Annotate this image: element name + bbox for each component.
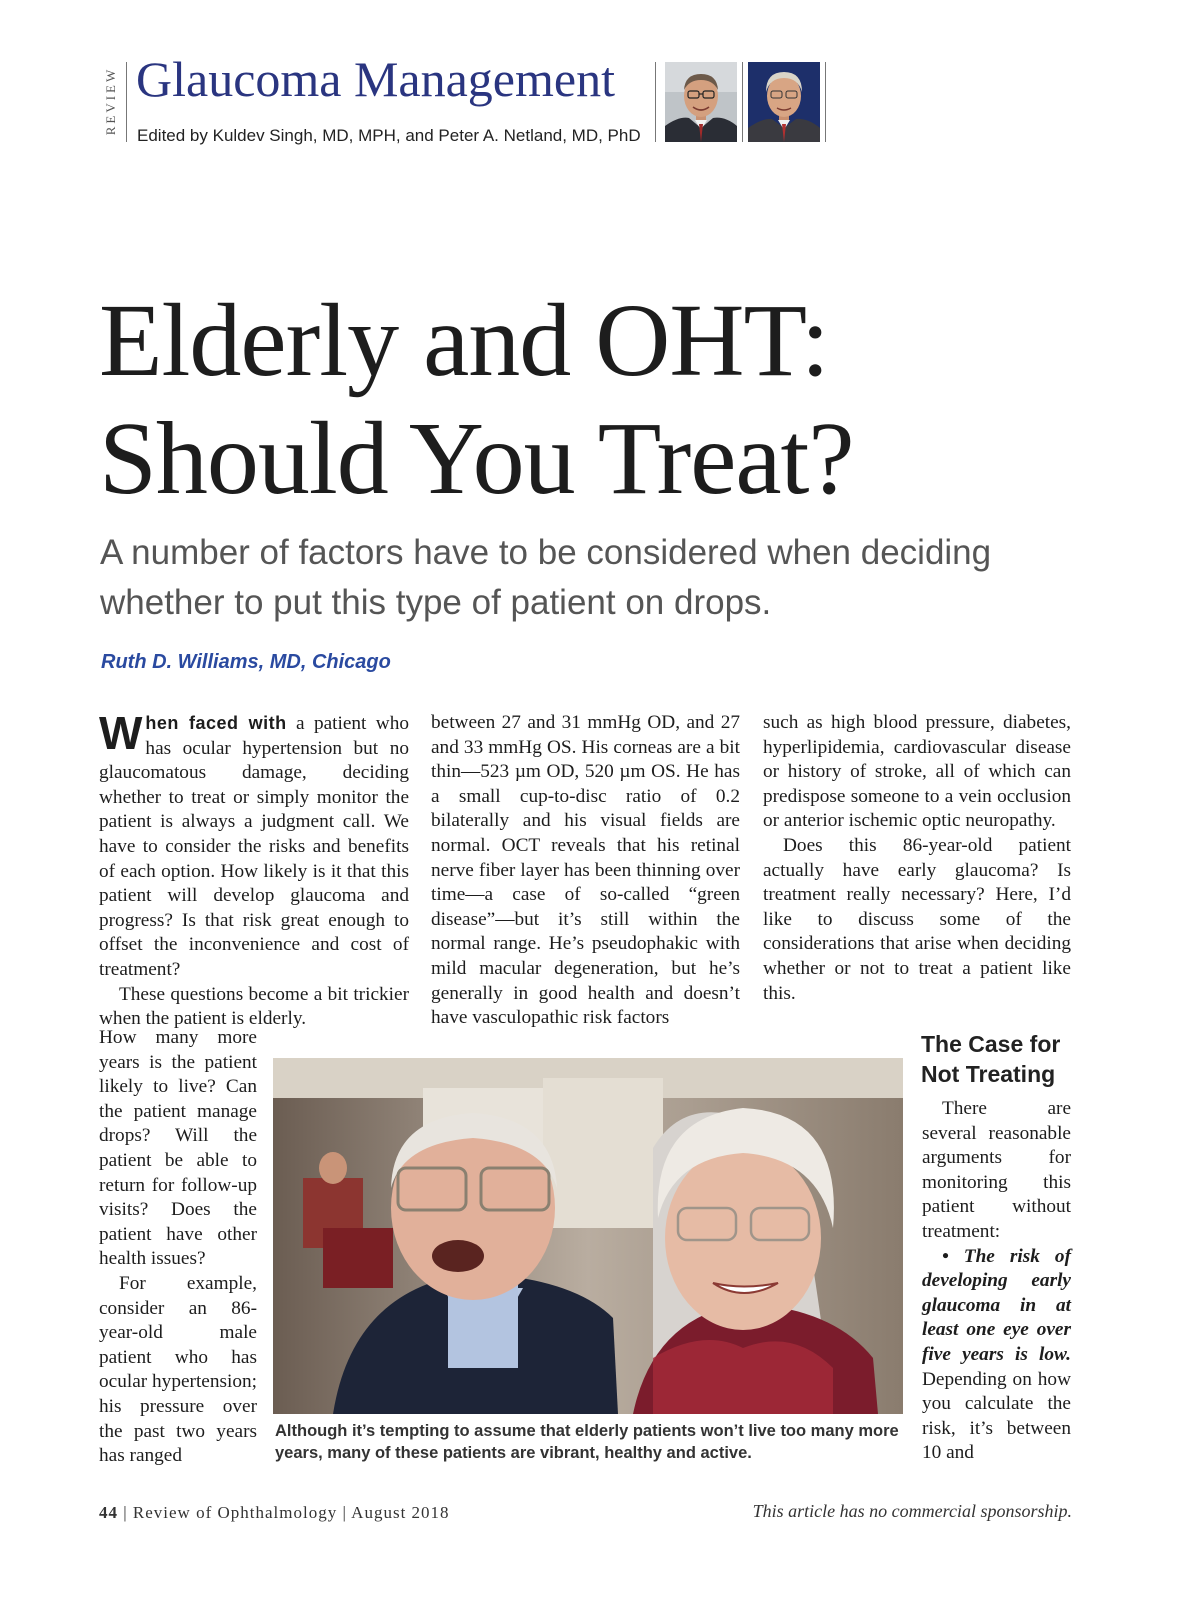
page-number: 44: [99, 1503, 118, 1522]
section-title: Glaucoma Management: [136, 51, 615, 107]
deck-line-1: A number of factors have to be considered when deciding: [100, 533, 992, 572]
header-divider: [126, 62, 127, 142]
paragraph-2-rest: How many more years is the patient likely to live? Can the patient manage drops? Will the patient be able to return for follow-up visits? Does the patient have other health issues?: [99, 1027, 257, 1270]
byline: Ruth D. Williams, MD, Chicago: [101, 651, 391, 673]
paragraph-1: a patient who has ocular hypertension but no glaucomatous damage, deciding whether to treat or simply monitor the patient is always a judgment call. We have to consider the risks and benefits of each option. How likely is it that this patient will develop glaucoma and progress? Is that risk great enough to offset the inconvenience and cost of treatment?: [99, 713, 410, 980]
paragraph-3: For example, consider an 86-year-old male patient who has ocular hypertension; his pressure over the past two years has ranged: [99, 1272, 257, 1467]
editor-portrait-2: [748, 62, 820, 142]
paragraph-2-top: These questions become a bit trickier when the patient is elderly.: [99, 983, 409, 1030]
paragraph-5: such as high blood pressure, diabetes, hyperlipidemia, cardiovascular disease or history of stroke, all of which can predispose someone to a vein occlusion or anterior ischemic optic neuropathy.: [763, 712, 1071, 832]
drop-cap: W: [99, 707, 143, 759]
lead-in: hen faced with: [145, 713, 287, 733]
article-photo: [273, 1058, 903, 1414]
column-2: [431, 711, 740, 1031]
editors-line: Edited by Kuldev Singh, MD, MPH, and Peter A. Netland, MD, PhD: [137, 126, 641, 145]
column-1-narrow: [99, 1026, 257, 1469]
subhead: The Case for Not Treating: [921, 1031, 1061, 1087]
title-line-2: Should You Treat?: [99, 401, 854, 516]
column-3: [763, 711, 1071, 1006]
article-deck: [100, 528, 1100, 628]
paragraph-4: between 27 and 31 mmHg OD, and 27 and 33 mmHg OS. His corneas are a bit thin—523 µm OD, 520 µm OS. He has a small cup-to-disc ratio of 0.2 bilaterally and his visual fields are normal. OCT reveals that his retinal nerve fiber layer has been thinning over time—a case of so-called “green disease”—but it’s still within the normal range. He’s pseudophakic with mild macular degeneration, but he’s generally in good health and doesn’t have vasculopathic risk factors: [431, 712, 740, 1029]
footer-left: [99, 1503, 450, 1523]
review-label-text: REVIEW: [103, 66, 118, 136]
editor-portrait-1: [665, 62, 737, 142]
portrait-divider-right: [825, 62, 826, 142]
paragraph-7: There are several reasonable arguments for monitoring this patient without treatment:: [922, 1098, 1071, 1242]
article-title: [99, 282, 1099, 518]
paragraph-6: Does this 86-year-old patient actually have early glaucoma? Is treatment really necessary? Here, I’d like to discuss some of the considerations that arise when deciding whether or not to treat a patient like this.: [763, 834, 1071, 1004]
journal-info: | Review of Ophthalmology | August 2018: [123, 1503, 450, 1522]
deck-line-2: whether to put this type of patient on drops.: [100, 583, 772, 622]
title-line-1: Elderly and OHT:: [99, 283, 829, 398]
column-3-narrow: [922, 1097, 1071, 1466]
portrait-divider-middle: [742, 62, 743, 142]
bullet-text: Depending on how you calculate the risk, it’s between 10 and: [922, 1368, 1071, 1464]
column-1: [99, 707, 410, 1032]
photo-caption: Although it’s tempting to assume that elderly patients won’t live too many more years, many of these patients are vibrant, healthy and active.: [275, 1422, 899, 1462]
sponsorship-note: This article has no commercial sponsorship.: [752, 1501, 1072, 1521]
review-vertical-label: [99, 60, 123, 142]
bullet-emphasis: • The risk of developing early glaucoma in at least one eye over five years is low.: [922, 1245, 1071, 1365]
portrait-divider-left: [655, 62, 656, 142]
